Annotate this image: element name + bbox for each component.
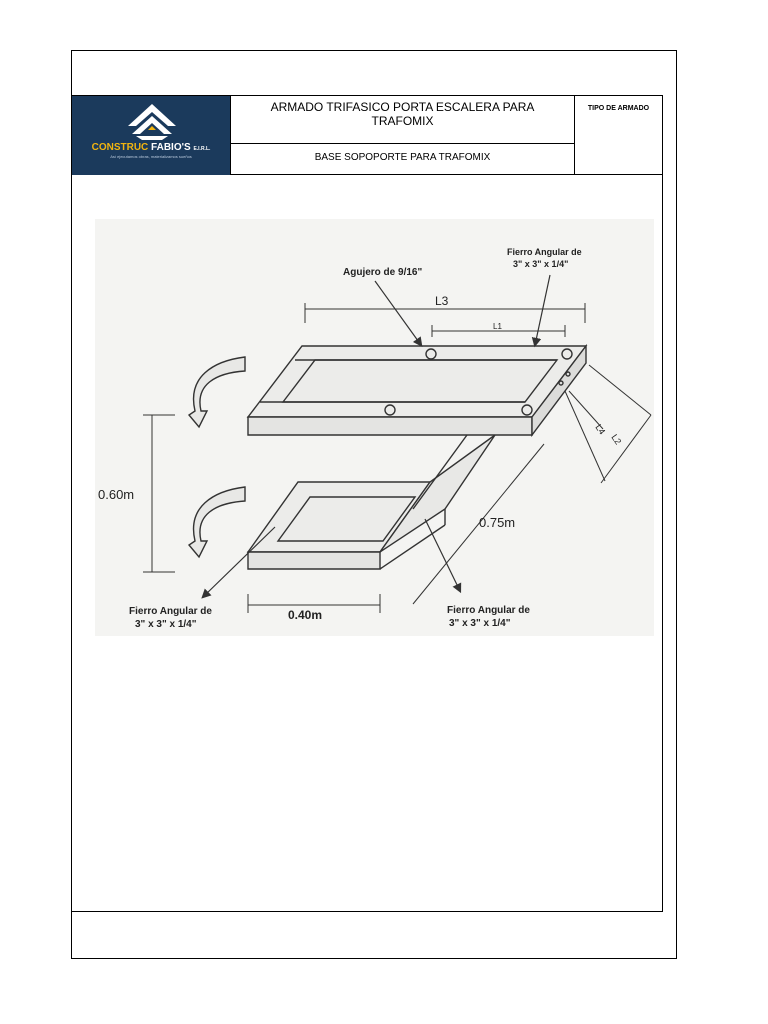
logo-emblem-icon [72,96,230,175]
technical-drawing [95,219,654,636]
dim-width-label: 0.40m [288,608,323,622]
type-cell [574,95,663,175]
logo-brand-part2: FABIO'S [151,142,191,153]
angle-left-label-line1: Fierro Angular de [129,606,212,617]
dim-length-label: 0.75m [479,515,516,530]
subtitle-cell [230,143,575,175]
upper-frame [248,346,586,435]
dim-l1-label: L1 [493,322,502,331]
document-title: ARMADO TRIFASICO PORTA ESCALERA PARA TRAFOMIX [270,100,535,128]
company-logo [72,96,230,175]
angle-right-label-line2: 3" x 3" x 1/4" [449,618,511,629]
logo-brand [72,142,230,153]
type-label: TIPO DE ARMADO [587,105,650,112]
dim-l3-label: L3 [435,294,449,308]
angle-top-label-line1: Fierro Angular de [507,247,582,257]
logo-brand-suffix: E.I.R.L. [193,146,211,152]
structure-sketch [95,219,654,636]
dim-l2-label: L2 [609,432,624,447]
title-cell [230,95,575,144]
rotation-arrow-icons [189,357,245,557]
logo-tagline: Así ejecutamos obras, materializamos sueños [110,154,192,159]
document-subtitle: BASE SOPOPORTE PARA TRAFOMIX [314,152,491,163]
angle-left-label-line2: 3" x 3" x 1/4" [135,619,197,630]
footer-divider [71,911,663,912]
hole-label: Agujero de 9/16" [343,267,423,278]
logo-brand-part1: CONSTRUC [91,142,149,153]
dim-l4-label: L4 [593,422,608,437]
angle-right-label-line1: Fierro Angular de [447,605,530,616]
angle-top-label-line2: 3" x 3" x 1/4" [513,259,569,269]
dim-height-label: 0.60m [98,487,135,502]
